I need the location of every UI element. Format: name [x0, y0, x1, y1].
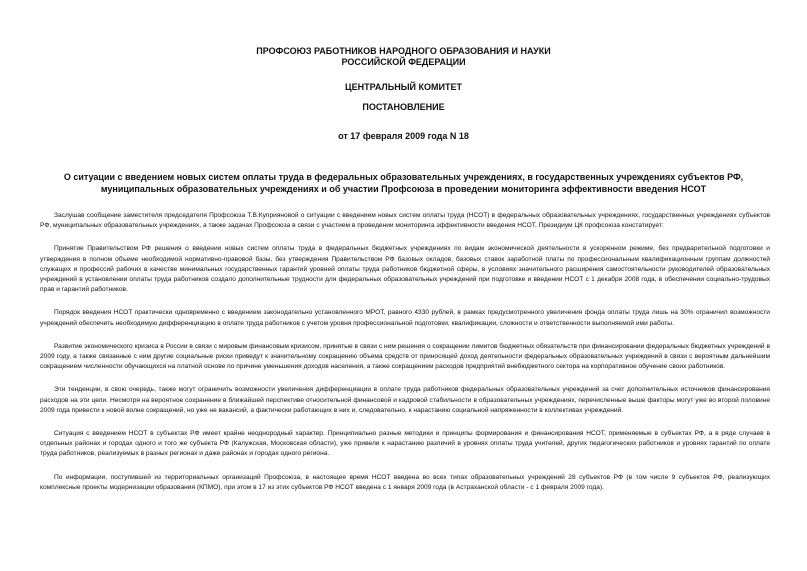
paragraph: Порядок введения НСОТ практически одновременно с введением законодательно установленного МРОТ, равного 4330 рублей, в рамках предусмотренного увеличения фонда оплаты труда лишь на 30% ограничил возможности учреждений обеспечить необходимую дифференциацию в оплате труда работников с учетом уровня профессиональной подготовки, квалификации, сложности и ответственности выполняемой ими работы. [40, 309, 770, 327]
document-type: ПОСТАНОВЛЕНИЕ [362, 102, 445, 112]
document-date: от 17 февраля 2009 года N 18 [338, 131, 469, 141]
organization-name-line1: ПРОФСОЮЗ РАБОТНИКОВ НАРОДНОГО ОБРАЗОВАНИЯ И НАУКИ [256, 46, 551, 56]
document-title: О ситуации с введением новых систем оплаты труда в федеральных образовательных учреждениях, в государственных учреждениях субъектов РФ, муниципальных образовательных учреждениях и об участии Профсоюза в проведении мониторинга эффективности введения НСОТ [63, 172, 744, 194]
paragraph: Ситуация с введением НСОТ в субъектах РФ имеет крайне неоднородный характер. Принципиально разные методики и принципы формирования и финансирования НСОТ, применяемые в субъектах РФ, а в ряде случаев в отдельных районах и городах одного и того же субъекта РФ (Калужская, Московская области), уже привели к нарастанию различий в уровнях оплаты труда учителей, других педагогических работников и уровнях гарантий по оплате труда работников, реализуемых в разных регионах и даже районах и городах одного региона. [40, 430, 770, 458]
document-body [40, 211, 770, 506]
paragraph: По информации, поступившей из территориальных организаций Профсоюза, в настоящее время НСОТ введена во всех типах образовательных учреждений 28 субъектов РФ (в том числе 9 субъектов РФ, реализующих комплексные проекты модернизации образования (КПМО), при этом в 17 из этих субъектов РФ НСОТ введена с 1 января 2009 года (в Астраханской области - с 1 февраля 2009 года). [40, 473, 770, 491]
paragraph: Развитие экономического кризиса в России в связи с мировым финансовым кризисом, принятые в связи с ним решения о сокращении лимитов бюджетных обязательств при финансировании федеральных бюджетных учреждений в 2009 году, а также связанные с ним другие социальные риски приведут к значительному сокращению объема средств от приносящей доход деятельности федеральных образовательных учреждений в связи с вероятным дальнейшим сокращением численности обучающихся на платной основе по причине уменьшения доходов населения, а также сокращением расходов предприятий внебюджетного сектора на корпоративное обучение своих работников. [40, 342, 770, 371]
organization-name-line2: РОССИЙСКОЙ ФЕДЕРАЦИИ [341, 57, 466, 67]
paragraph: Эти тенденции, в свою очередь, также могут ограничить возможности увеличения дифференциации в оплате труда работников федеральных образовательных учреждений за счет дополнительных источников финансирования расходов на эти цели. Несмотря на вероятное сохранение в ближайшей перспективе относительной финансовой и кадровой стабильности в образовательных учреждениях, перечисленные выше факторы могут уже во второй половине 2009 года привести к новой волне сокращений, но уже не вакансий, а фактически работающих в них и, следовательно, к нарастанию социальной напряженности в коллективах учреждений. [40, 386, 770, 414]
organization-name [0, 46, 807, 68]
committee-name: ЦЕНТРАЛЬНЫЙ КОМИТЕТ [345, 82, 462, 92]
paragraph: Заслушав сообщение заместителя председателя Профсоюза Т.В.Куприяновой о ситуации с введением новых систем оплаты труда (НСОТ) в федеральных образовательных учреждениях, государственных учреждениях субъектов РФ, муниципальных образовательных учреждениях, а также задачах Профсоюза в связи с участием в проведении мониторинга эффективности введения НСОТ, Президиум ЦК профсоюза констатирует: [40, 212, 770, 230]
paragraph: Принятие Правительством РФ решения о введении новых систем оплаты труда в федеральных бюджетных учреждениях по видам экономической деятельности в ускоренном режиме, без предварительной подготовки и утверждения в полном объеме необходимой нормативно-правовой базы, без утверждения Правительством РФ базовых окладов, базовых ставок заработной платы по профессиональным квалификационным группам должностей служащих и профессий рабочих в качестве минимальных государственных гарантий уровней оплаты труда работников бюджетной сферы, в условиях значительного расширения самостоятельности руководителей образовательных учреждений в установлении оплаты труда работников создало дополнительные трудности для федеральных образовательных учреждений при подготовке и введении НСОТ с 1 декабря 2008 года, в обеспечении социально-трудовых прав и гарантий работников. [40, 245, 770, 294]
